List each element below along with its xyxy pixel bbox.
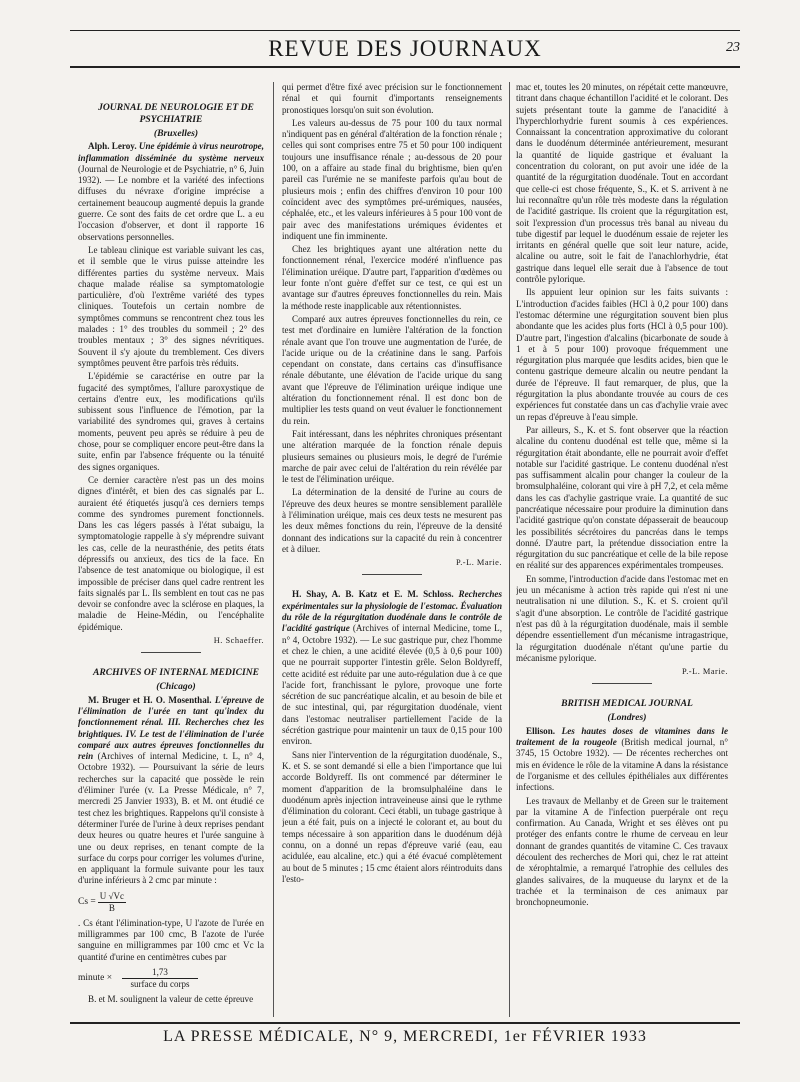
journal-name: JOURNAL DE NEUROLOGIE ET DE PSYCHIATRIE (98, 102, 254, 125)
minute-label: minute × (78, 972, 113, 983)
article-author: Ellison. (526, 725, 556, 736)
formula-lhs: Cs = (78, 896, 96, 907)
column-divider-2 (509, 82, 510, 1017)
journal-city: (Chicago) (156, 681, 196, 693)
article-reference: (Archives of internal Medicine, tome L, n° 4, Octobre 1932). — Le suc gastrique pur, chez l'homme et chez le chien, a une acidité élevée (0,5 à 0,6 pour 100) que ne pourrait supporter l'intestin grêle. Selon Boldyreff, cette acidité est réduite par une auto-régulation due à ce que l'acide fort, franchissant le pylore, provoque une forte sécrétion de suc pancréatique alcalin, et au besoin de bile et de suc intestinal, qui, par régurgitation duodénale, vient dans l'estomac neutraliser partiellement l'acide de la sécrétion gastrique pour maintenir un taux de 0,15 pour 100 environ. (282, 623, 502, 747)
article-paragraph: Les travaux de Mellanby et de Green sur le traitement par la vitamine A de l'infection puerpérale ont reçu confirmation. Au Canada, Wright et ses élèves ont pu protéger des enfants contre le rhume de cerveau en leur donnant de grandes quantités de vitamine C. Ces travaux découlent des recherches de Mori qui, chez le rat atteint de xérophtalmie, a remarqué l'atrophie des cellules des glandes salivaires, de la muqueuse du larynx et de la trachée et la terminaison de ces animaux par bronchopneumonie. (516, 795, 728, 908)
page-footer (70, 1022, 740, 1052)
journal-name: BRITISH MEDICAL JOURNAL (561, 698, 693, 710)
journal-city: (Londres) (607, 712, 647, 724)
article-signature: H. Schaeffer. (213, 636, 264, 646)
journal-name: ARCHIVES OF INTERNAL MEDICINE (92, 667, 260, 679)
article-title: Les hautes doses de vitamines dans le traitement de la rougeole (516, 725, 728, 748)
article-paragraph: L'épidémie se caractérise en outre par la fugacité des symptômes, l'allure paroxystique de certains d'entre eux, les modifications qu'ils subissent sous l'influence de l'émotion, par la variabilité des syndromes qui, graves à certains moments, peuvent peu après se réduire à peu de chose, pour se compliquer encore peut-être dans la suite, enfin par l'absence fréquente ou la ténuité des signes organiques. (78, 371, 264, 472)
article-paragraph (78, 141, 264, 243)
article-paragraph (516, 726, 728, 794)
article-separator (141, 652, 201, 653)
article-paragraph: Les valeurs au-dessus de 75 pour 100 du taux normal n'indiquent pas en général d'altération de la fonction rénale ; celles qui sont comprises entre 75 et 50 pour 100 indiquent toujours une insuffisance rénale ; au-dessous de 20 pour 100, on a affaire au stade final du brightisme, bien qu'en pareil cas l'urémie ne se manifeste parfois qu'au bout de plusieurs mois ; enfin des chiffres d'environ 10 pour 100 coïncident avec des symptômes pré-urémiques, nausées, céphalée, etc., et les valeurs inférieures à 5 pour 100 vont de pair avec des manifestations urémiques évidentes et indiquent une fin imminente. (282, 117, 502, 241)
formula (78, 891, 264, 914)
article-paragraph: Chez les brightiques ayant une altération nette du fonctionnement rénal, l'exercice modéré n'influence pas l'élimination uréique. D'autre part, l'apparition d'œdèmes ou leur fonte n'ont guère d'effet sur ce test, ce qui est un avantage sur d'autres épreuves fonctionnelles du rein. Mais la méthode reste inapplicable aux rétentionnistes. (282, 244, 502, 311)
article-reference: (British medical journal, n° 3745, 15 Octobre 1932). — De récentes recherches ont mis en évidence le rôle de la vitamine A dans la résistance de l'organisme et des cellules épithéliales aux différentes infections. (516, 737, 728, 793)
article-paragraph: Le tableau clinique est variable suivant les cas, et il semble que le virus puisse atteindre les différentes parties du système nerveux. Mais chaque malade réalise sa symptomatologie particulière, d'où l'extrême variété des types cliniques. Toutefois un certain nombre de symptômes communs se rencontrent chez tous les malades : 1° des troubles du sommeil ; 2° des troubles mentaux ; 3° des signes névritiques. Souvent il s'y ajoute du tremblement. Ces divers symptômes peuvent être parfois très réduits. (78, 244, 264, 368)
article-paragraph: Ce dernier caractère n'est pas un des moins dignes d'intérêt, et bien des cas signalés par L. auraient été étiquetés jusqu'à ces derniers temps comme des syndromes purement fonctionnels. Dans les cas légers passés à l'état subaigu, la symptomatologie rappelle à s'y méprendre suivant les cas, celle de la neurasthénie, des petits états dépressifs ou anxieux, des tics de la face. En l'absence de test anatomique ou biologique, il est impossible de préciser dans quel cadre rentrent les faits signalés par L. Ils semblent en tout cas ne pas devoir se confondre avec la sclérose en plaques, la maladie de Heine-Médin, ou l'encéphalite épidémique. (78, 474, 264, 632)
formula-fraction (98, 891, 126, 914)
article-title: Une épidémie à virus neurotrope, inflammation disséminée du système nerveux (78, 141, 264, 163)
page-header (70, 30, 740, 70)
footer-rule (70, 1022, 740, 1024)
formula-denominator: B (108, 902, 115, 913)
article-paragraph: En somme, l'introduction d'acide dans l'estomac met en jeu un mécanisme à action très rapide qui n'est ni une neutralisation ni une dilution. S., K. et S. croient qu'il s'agit d'une absorption. Le contrôle de l'acidité gastrique n'est pas dû à la régurgitation duodénale, mais il semble dépendre essentiellement d'un mécanisme intragastrique, la régurgitation duodénale n'étant qu'une partie du mécanisme pylorique. (516, 573, 728, 663)
article-title: Recherches expérimentales sur la physiologie de l'estomac. Évaluation du rôle de la régurgitation duodénale dans le contrôle de l'acidité gastrique (282, 589, 502, 634)
journal-city: (Bruxelles) (153, 128, 199, 139)
column-3 (516, 82, 728, 1017)
article-reference: (Archives of internal Medicine, t. L, n° 4, Octobre 1932). — Poursuivant la série de leurs recherches sur la capacité que possède le rein d'éliminer l'urée (v. La Presse Médicale, n° 7, mercredi 25 Janvier 1933), B. et M. ont étudié ce test chez les brightiques. Rappelons qu'il consiste à déterminer l'urée de l'urine à deux reprises pendant deux heures ou quatre heures et l'urée sanguine à une ou deux reprises, en tenant compte de la surface du corps pour corriger les volumes d'urine, en appliquant la formule suivante pour les taux d'urine inférieurs à 2 cmc par minute : (78, 751, 264, 886)
formula-denominator-2: surface du corps (130, 978, 190, 989)
formula-numerator: U √Vc (99, 890, 124, 901)
column-2 (282, 82, 502, 1017)
article-paragraph: mac et, toutes les 20 minutes, on répétait cette manœuvre, titrant dans chaque échantillon l'acidité et le colorant. Des sujets présentant toute la gamme de l'anacidité à l'hyperchlorhydrie furent soumis à ces expériences. Connaissant la concentration approximative du colorant dans le duodénum déterminée antérieurement, mesurant la quantité de liquide gastrique et évaluant la concentration du colorant, on put avoir une idée de la quantité de la régurgitation duodénale. Tout en accordant que celle-ci est chose fréquente, S., K. et S. arrivent à ne lui reconnaître qu'un rôle très modeste dans la régulation de l'acidité gastrique. Ils croient que la régurgitation est, soit l'expression d'un processus très banal au niveau du tube digestif par lequel le duodénum essaie de rejeter les irritants en général quelle que soit leur nature, acide, alcaline ou autre, soit le fait de l'anachlorhydrie, état gastrique dans lequel elle serait due à l'absence de tout contrôle pylorique. (516, 82, 728, 285)
article-author: Alph. Leroy. (88, 141, 137, 152)
article-paragraph: Ils appuient leur opinion sur les faits suivants : L'introduction d'acides faibles (HCl à 0,2 pour 100) dans l'estomac détermine une régurgitation souvent bien plus abondante que les acides plus forts (HCl à 0,5 pour 100). D'autre part, l'ingestion d'alcalins (bicarbonate de soude à 1 et à 5 pour 100) provoque fréquemment une régurgitation plus marquée que lesdits acides, bien que le contenu gastrique demeure alcalin ou neutre pendant la durée de l'épreuve. Il faut remarquer, de plus, que la régurgitation la plus abondante trouvée au cours de ces expériences fut constatée dans un cas d'achylie vraie avec un repas d'épreuve à l'eau simple. (516, 287, 728, 422)
footer-text: LA PRESSE MÉDICALE, N° 9, MERCREDI, 1er FÉVRIER 1933 (163, 1028, 647, 1045)
article-paragraph: Fait intéressant, dans les néphrites chroniques présentant une altération marquée de la fonction rénale depuis plusieurs semaines ou plusieurs mois, le degré de l'urémie marche de pair avec celui de l'altération du rein révélée par le test de l'élimination uréique. (282, 428, 502, 485)
article-paragraph: . Cs étant l'élimination-type, U l'azote de l'urée en milligrammes par 100 cmc, B l'azote de l'urée sanguine en milligrammes par 100 cmc et Vc la quantité d'urine en centimètres cubes par (78, 917, 264, 962)
article-separator (362, 574, 422, 575)
page-number: 23 (726, 40, 740, 55)
article-paragraph: B. et M. soulignent la valeur de cette épreuve (88, 993, 254, 1004)
article-author: M. Bruger et H. O. Mosenthal. (88, 694, 212, 705)
article-paragraph: Par ailleurs, S., K. et S. font observer que la réaction alcaline du contenu duodénal est telle que, même si la régurgitation était abondante, elle ne pourrait avoir d'effet notable sur l'acidité gastrique. Le contenu duodénal n'est pas suffisamment alcalin pour changer la couleur de la bromsulphaléine, colorant qui vire à pH 7,2, et cela même dans les cas d'achylie gastrique vraie. La quantité de suc pancréatique nécessaire pour produire la diminution dans l'acidité gastrique qu'on constate dépasserait de beaucoup les possibilités sécrétoires du pancréas dans le temps donné. D'autre part, la prétendue dissociation entre la régurgitation du suc pancréatique et celle de la bile repose en réalité sur des apparences expérimentales trompeuses. (516, 424, 728, 571)
article-author: H. Shay, A. B. Katz et E. M. Schloss. (292, 589, 454, 600)
header-rule-top (70, 30, 740, 31)
article-paragraph: qui permet d'être fixé avec précision sur le fonctionnement rénal et qui fournit d'importants renseignements pronostiques lorsqu'on suit son évolution. (282, 82, 502, 115)
article-title: L'épreuve de l'élimination de l'urée en tant qu'index du fonctionnement rénal. III. Recherches chez les brightiques. IV. Le test de l'élimination de l'urée comparé aux autres épreuves fonctionnelles du rein (78, 694, 264, 762)
article-signature: P.-L. Marie. (455, 558, 502, 568)
article-paragraph: Sans nier l'intervention de la régurgitation duodénale, S., K. et S. se sont demandé si elle a bien l'importance que lui accorde Boldyreff. Ils ont commencé par déterminer le moment d'apparition de la bromsulphaléine dans le duodénum après injection intraveineuse ainsi que le rythme d'élimination du colorant. Ceci établi, un tubage gastrique à jeun a été fait, puis on a injecté le colorant et, au bout du temps nécessaire à son apparition dans le duodénum déjà connu, on a donné un repas d'épreuve varié (eau, eau acidulée, eau alcaline, etc.) qui a été évacué complètement au bout de 5 minutes ; 15 cmc étaient alors réintroduits dans l'esto- (282, 749, 502, 884)
article-paragraph (282, 589, 502, 747)
page-title: REVUE DES JOURNAUX (268, 36, 542, 61)
column-divider-1 (273, 82, 274, 1017)
formula-fraction-2 (122, 967, 198, 990)
article-separator (592, 683, 652, 684)
article-paragraph (78, 695, 264, 887)
formula-numerator-2: 1,73 (122, 967, 198, 979)
formula-minute (78, 967, 264, 990)
article-reference: (Journal de Neurologie et de Psychiatrie, n° 6, Juin 1932). — Le nombre et la variété des infections diffuses du névraxe d'origine imprécise a certainement beaucoup augmenté depuis la grande guerre. Ce sont des faits de cet ordre que L. a eu l'occasion d'observer, et dont il rapporte 16 observations personnelles. (78, 163, 264, 242)
article-paragraph: La détermination de la densité de l'urine au cours de l'épreuve des deux heures se montre sensiblement parallèle à l'élimination uréique, mais ces deux tests ne mesurent pas les deux mêmes fonctions du rein, l'épreuve de la densité donnant des indications sur la capacité du rein à concentrer et à diluer. (282, 487, 502, 554)
header-rule-bottom (70, 66, 740, 68)
column-1 (78, 82, 264, 1017)
article-paragraph: Comparé aux autres épreuves fonctionnelles du rein, ce test met d'ordinaire en lumière l'altération de la fonction rénale avant que l'on trouve une augmentation de l'urée, de l'acide urique ou de la créatinine dans le sang. Parfois cependant on constate, dans certains cas d'insuffisance rénale débutante, une élévation de l'acide urique du sang avant que l'épreuve de l'élimination uréique indique une altération du fonctionnement rénal. Il est donc bon de multiplier les tests quand on veut évaluer le fonctionnement du rein. (282, 313, 502, 426)
article-signature: P.-L. Marie. (681, 667, 728, 677)
